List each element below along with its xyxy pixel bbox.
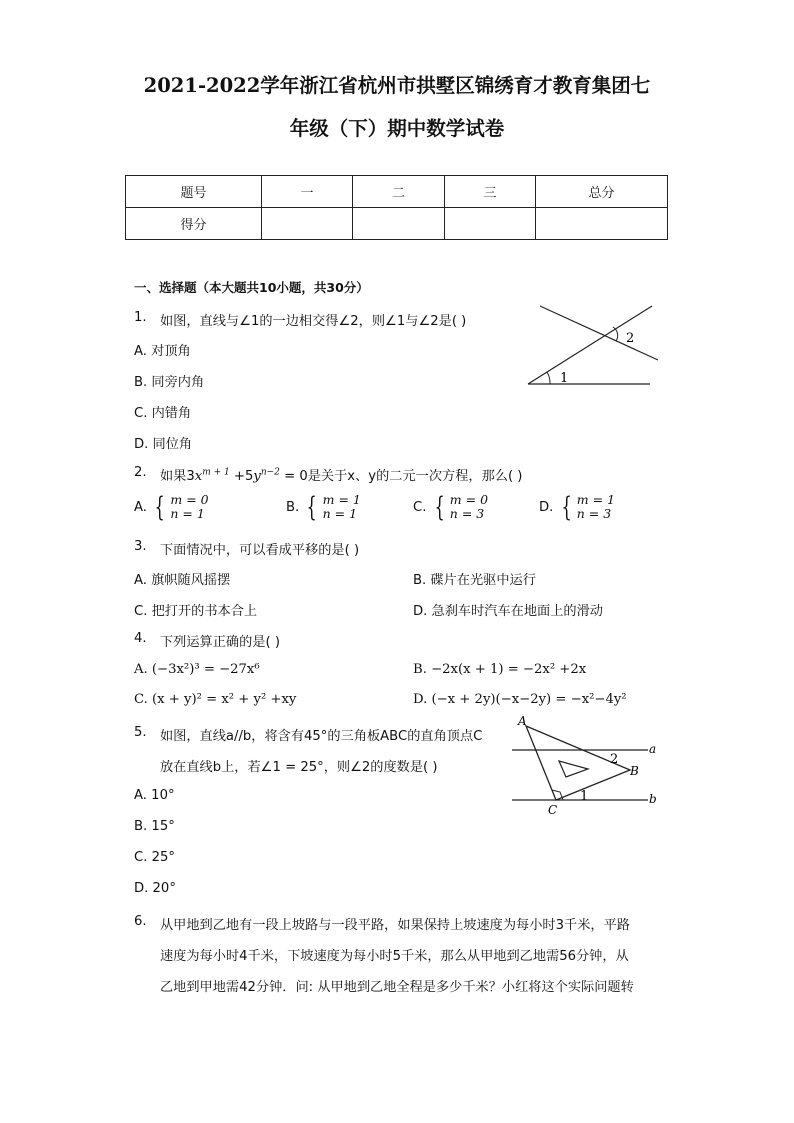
q2-option-a[interactable] <box>134 493 209 521</box>
system-row-m: m = 1 <box>576 492 615 507</box>
score-cell[interactable] <box>445 208 536 240</box>
q1-option-d[interactable]: D. 同位角 <box>134 437 193 452</box>
q4-number: 4. <box>134 631 147 646</box>
q1-option-a[interactable]: A. 对顶角 <box>134 344 191 359</box>
q5-label-angle2: 2 <box>610 752 619 767</box>
q2-number: 2. <box>134 465 147 480</box>
q5-label-B: B <box>630 764 639 778</box>
equation-system <box>303 493 360 521</box>
q6-line2: 速度为每小时4千米，下坡速度为每小时5千米，那么从甲地到乙地需56分钟，从 <box>160 949 629 964</box>
q2-stem-mid: +5 <box>229 469 254 484</box>
system-row-n: n = 1 <box>322 506 358 521</box>
q2-option-letter: C. <box>413 500 427 515</box>
q5-number: 5. <box>134 725 147 740</box>
q3-option-b[interactable]: B. 碟片在光驱中运行 <box>413 573 536 588</box>
q3-stem: 下面情况中，可以看成平移的是( ) <box>160 543 360 558</box>
q5-stem-line2: 放在直线b上，若∠1 = 25°，则∠2的度数是( ) <box>160 760 438 775</box>
q4-stem: 下列运算正确的是( ) <box>160 635 280 650</box>
q5-triangle-inner <box>559 761 588 777</box>
q5-option-c[interactable]: C. 25° <box>134 850 175 865</box>
q1-option-c[interactable]: C. 内错角 <box>134 406 192 421</box>
q5-label-A: A <box>518 714 527 728</box>
q5-label-angle1: 1 <box>580 789 589 804</box>
brace-symbol: { <box>561 491 572 523</box>
equation-system <box>151 493 208 521</box>
q4-option-b[interactable]: B. −2x(x + 1) = −2x² +2x <box>413 662 587 677</box>
score-header-cell: 总分 <box>536 176 668 208</box>
q5-label-a: a <box>649 742 657 756</box>
score-table <box>125 175 668 240</box>
q4-option-a[interactable]: A. (−3x²)³ = −27x⁶ <box>134 662 260 677</box>
q2-stem-exp1: m + 1 <box>202 467 230 478</box>
q6-line1: 从甲地到乙地有一段上坡路与一段平路，如果保持上坡速度为每小时3千米，平路 <box>160 918 630 933</box>
q2-stem-y: y <box>253 469 261 484</box>
equation-system <box>431 493 488 521</box>
q6-number: 6. <box>134 914 147 929</box>
page-title-line2: 年级（下）期中数学试卷 <box>289 117 505 140</box>
brace-symbol: { <box>306 491 318 523</box>
score-header-cell: 一 <box>262 176 353 208</box>
q5-label-b: b <box>649 792 657 806</box>
system-row-n: n = 3 <box>576 506 612 521</box>
q1-option-b[interactable]: B. 同旁内角 <box>134 375 205 390</box>
system-row-m: m = 0 <box>170 492 209 507</box>
system-row-n: n = 1 <box>170 506 205 521</box>
q1-label-1: 1 <box>560 371 569 386</box>
system-row-m: m = 1 <box>322 492 361 507</box>
q5-option-b[interactable]: B. 15° <box>134 819 175 834</box>
q1-transversal-line <box>540 306 658 360</box>
q2-stem <box>160 465 522 484</box>
q5-label-C: C <box>548 803 558 817</box>
q2-option-b[interactable] <box>286 493 361 521</box>
q5-stem-line1: 如图，直线a//b，将含有45°的三角板ABC的直角顶点C <box>160 729 483 744</box>
section-heading: 一、选择题（本大题共10小题，共30分） <box>134 280 369 295</box>
q1-angle1-arc <box>547 372 550 384</box>
score-header-cell: 题号 <box>126 176 262 208</box>
q3-number: 3. <box>134 539 147 554</box>
q2-option-letter: B. <box>286 500 300 515</box>
q4-option-c[interactable]: C. (x + y)² = x² + y² +xy <box>134 692 297 707</box>
q6-line3: 乙地到甲地需42分钟．问: 从甲地到乙地全程是多少千米？小红将这个实际问题转 <box>160 980 634 995</box>
score-cell[interactable] <box>353 208 445 240</box>
q2-stem-x: x <box>194 469 203 484</box>
q2-option-d[interactable] <box>539 493 615 521</box>
q2-option-letter: A. <box>134 500 147 515</box>
q4-option-d[interactable]: D. (−x + 2y)(−x−2y) = −x²−4y² <box>413 692 627 707</box>
q2-stem-exp2: n−2 <box>260 467 280 478</box>
q3-option-d[interactable]: D. 急刹车时汽车在地面上的滑动 <box>413 604 603 619</box>
q1-label-2: 2 <box>626 331 635 346</box>
q1-figure <box>520 300 670 395</box>
q2-option-c[interactable] <box>413 493 488 521</box>
q5-option-a[interactable]: A. 10° <box>134 788 175 803</box>
q1-angle2-arc <box>613 327 618 341</box>
q2-option-letter: D. <box>539 500 554 515</box>
brace-symbol: { <box>154 491 165 523</box>
q2-stem-suffix: = 0是关于x、y的二元一次方程，那么( ) <box>279 469 523 484</box>
score-cell[interactable] <box>536 208 668 240</box>
score-cell[interactable] <box>262 208 353 240</box>
equation-system <box>558 493 615 521</box>
q5-figure <box>508 712 668 822</box>
q3-option-a[interactable]: A. 旗帜随风摇摆 <box>134 573 231 588</box>
score-table-score-row <box>126 208 668 240</box>
q1-number: 1. <box>134 310 147 325</box>
score-header-cell: 三 <box>445 176 536 208</box>
brace-symbol: { <box>434 491 445 523</box>
system-row-m: m = 0 <box>449 492 489 507</box>
score-table-header-row <box>126 176 668 208</box>
q1-stem: 如图，直线与∠1的一边相交得∠2，则∠1与∠2是( ) <box>160 314 467 329</box>
system-row-n: n = 3 <box>449 506 485 521</box>
page-title-line1: 2021-2022学年浙江省杭州市拱墅区锦绣育才教育集团七 <box>143 74 651 97</box>
q2-stem-prefix: 如果3 <box>160 469 195 484</box>
score-header-cell: 二 <box>353 176 445 208</box>
score-row-label: 得分 <box>126 208 262 240</box>
q3-option-c[interactable]: C. 把打开的书本合上 <box>134 604 258 619</box>
q5-option-d[interactable]: D. 20° <box>134 881 176 896</box>
